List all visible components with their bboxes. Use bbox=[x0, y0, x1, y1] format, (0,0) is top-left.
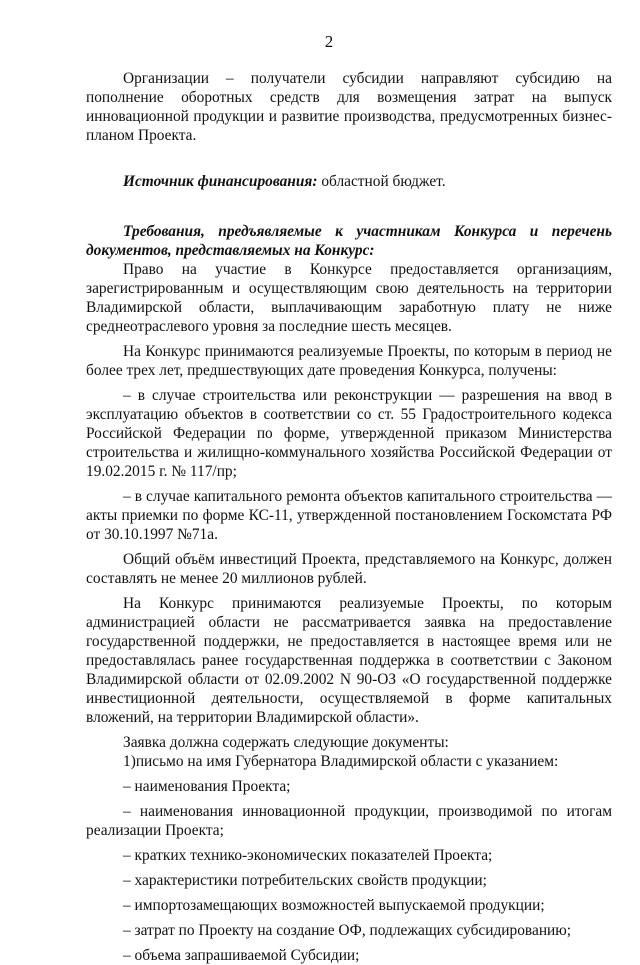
letter-item: – наименования инновационной продукции, производимой по итогам реализации Проекта; bbox=[86, 803, 612, 839]
list-item-construction: – в случае строительства или реконструкции — разрешения на ввод в эксплуатацию объектов в соответствии со ст. 55 Градостроительного кодекса Российской Федерации по форме, утвержденной приказом Министерства строительства и жилищно-коммунального хозяйства Российской Федерации от 19.02.2015 г. № 117/пр; bbox=[86, 387, 612, 480]
paragraph-letter: 1)письмо на имя Губернатора Владимирской области с указанием: bbox=[123, 753, 559, 770]
paragraph-documents: Заявка должна содержать следующие документы: bbox=[123, 734, 449, 751]
page-number: 2 bbox=[324, 32, 334, 51]
paragraph-intro: Организации – получатели субсидии направляют субсидию на пополнение оборотных средств для возмещения затрат на выпуск инновационной продукции и развитие производства, предусмотренных бизнес-планом Проекта. bbox=[86, 70, 612, 144]
list-item-repair: – в случае капитального ремонта объектов капитального строительства — акты приемки по форме КС-11, утвержденной постановлением Госкомстата РФ от 30.10.1997 №71а. bbox=[86, 488, 612, 543]
paragraph-admin: На Конкурс принимаются реализуемые Проекты, по которым администрацией области не рассматривается заявка на предоставление государственной поддержки, не предоставляется в настоящее время или не предоставлялась ранее государственная поддержка в соответствии с Законом Владимирской области от 02.09.2002 N 90-ОЗ «О государственной поддержке инвестиционной деятельности, осуществляемой в форме капитальных вложений, на территории Владимирской области». bbox=[86, 595, 612, 726]
funding-value: областной бюджет. bbox=[317, 173, 446, 190]
paragraph-accepted-projects: На Конкурс принимаются реализуемые Проекты, по которым в период не более трех лет, предшествующих дате проведения Конкурса, получены: bbox=[86, 343, 612, 379]
funding-label: Источник финансирования: bbox=[123, 173, 318, 190]
requirements-title: Требования, предъявляемые к участникам Конкурса и перечень документов, представляемых на Конкурс: bbox=[86, 223, 612, 259]
letter-item: – импортозамещающих возможностей выпускаемой продукции; bbox=[123, 897, 545, 914]
letter-item: – характеристики потребительских свойств продукции; bbox=[123, 872, 487, 889]
paragraph-funding bbox=[86, 172, 612, 191]
letter-item: – наименования Проекта; bbox=[123, 778, 291, 795]
letter-item: – объема запрашиваемой Субсидии; bbox=[123, 947, 360, 964]
paragraph-right-to-participate: Право на участие в Конкурсе предоставляется организациям, зарегистрированным и осуществляющим свою деятельность на территории Владимирской области, выплачивающим заработную плату не ниже среднеотраслевого уровня за последние шесть месяцев. bbox=[86, 261, 612, 335]
paragraph-investment: Общий объём инвестиций Проекта, представляемого на Конкурс, должен составлять не менее 20 миллионов рублей. bbox=[86, 551, 612, 587]
letter-item: – затрат по Проекту на создание ОФ, подлежащих субсидированию; bbox=[123, 922, 572, 939]
letter-item: – кратких технико-экономических показателей Проекта; bbox=[123, 847, 493, 864]
